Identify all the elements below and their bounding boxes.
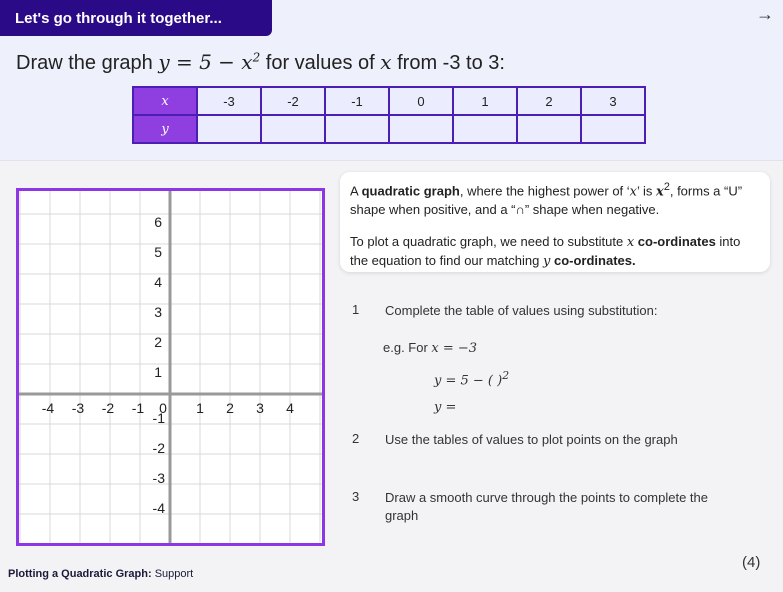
y-tick-label: -3	[152, 470, 165, 486]
y-tick-label: 2	[154, 334, 162, 350]
info-paragraph-2	[350, 233, 762, 271]
table-y-cell[interactable]	[261, 115, 325, 143]
example-line1-text: y = 5 − ( )	[434, 373, 503, 389]
y-tick-label: -1	[152, 410, 165, 426]
info-text: ’ is	[637, 183, 653, 199]
y-tick-label: 5	[154, 244, 162, 260]
table-y-cell[interactable]	[389, 115, 453, 143]
info-bold: co-ordinates.	[553, 253, 636, 269]
table-x-cell: 1	[453, 87, 517, 115]
table-y-label: y	[133, 115, 197, 143]
x-tick-label: -1	[131, 400, 145, 416]
table-y-cell[interactable]	[197, 115, 261, 143]
y-tick-label: 1	[154, 364, 162, 380]
y-tick-label: -2	[152, 440, 165, 456]
table-x-cell: 0	[389, 87, 453, 115]
question-title	[16, 50, 505, 75]
footer-normal: Support	[154, 568, 194, 580]
step-number: 3	[352, 489, 360, 504]
info-var: x	[629, 184, 638, 200]
x-tick-label: 4	[286, 400, 294, 416]
question-middle: for values of	[265, 52, 375, 74]
x-tick-label: 0	[159, 400, 167, 416]
example-equation-1	[434, 369, 509, 388]
table-y-cell[interactable]	[325, 115, 389, 143]
table-y-cell[interactable]	[517, 115, 581, 143]
info-exp: 2	[663, 181, 670, 193]
y-tick-label: 6	[154, 214, 162, 230]
info-var: x	[656, 184, 664, 200]
table-row-y	[133, 115, 645, 143]
x-tick-label: -2	[101, 400, 115, 416]
question-suffix: from -3 to 3:	[397, 52, 505, 74]
question-equation: y = 5 − x	[158, 50, 253, 74]
table-row-x	[133, 87, 645, 115]
info-text: into the equation to find our matching	[350, 234, 741, 269]
step-number: 2	[352, 431, 360, 446]
table-x-cell: -1	[325, 87, 389, 115]
x-tick-label: -4	[41, 400, 55, 416]
info-text: , forms a “U” shape when positive, and a “∩” shape when negative.	[350, 183, 743, 218]
step-text: Use the tables of values to plot points on the graph	[385, 432, 678, 447]
example-line	[383, 340, 477, 356]
x-tick-label: 1	[196, 400, 204, 416]
question-exponent: 2	[252, 50, 261, 65]
footer-bold: Plotting a Quadratic Graph:	[8, 568, 152, 580]
step-text: Complete the table of values using substitution:	[385, 303, 658, 318]
table-x-cell: 2	[517, 87, 581, 115]
info-var: x	[626, 235, 635, 251]
example-label: e.g. For	[383, 340, 428, 355]
y-tick-label: 3	[154, 304, 162, 320]
next-arrow-icon[interactable]: →	[756, 4, 774, 24]
question-prefix: Draw the graph	[16, 52, 153, 74]
x-tick-label: -3	[71, 400, 85, 416]
footer	[8, 568, 193, 580]
table-of-values	[132, 86, 646, 144]
table-x-cell: -3	[197, 87, 261, 115]
banner-title: Let's go through it together...	[15, 9, 222, 27]
example-equation-2: y =	[434, 400, 457, 415]
info-text: To plot a quadratic graph, we need to substitute	[350, 234, 624, 250]
graph-frame[interactable]	[16, 188, 325, 546]
table-x-label: x	[133, 87, 197, 115]
table-x-cell: -2	[261, 87, 325, 115]
table-y-cell[interactable]	[581, 115, 645, 143]
banner	[0, 0, 272, 36]
info-text: , where the highest power of ‘	[459, 183, 630, 199]
table-y-cell[interactable]	[453, 115, 517, 143]
marks-label: (4)	[742, 554, 761, 571]
y-tick-label: -4	[152, 500, 165, 516]
info-var: y	[542, 254, 551, 270]
info-text: A	[350, 183, 358, 199]
info-box	[340, 172, 770, 272]
step-text: Draw a smooth curve through the points to complete the graph	[385, 490, 709, 523]
table-x-cell: 3	[581, 87, 645, 115]
coordinate-grid[interactable]	[19, 191, 322, 543]
step-number: 1	[352, 302, 360, 317]
x-tick-label: 3	[256, 400, 264, 416]
info-paragraph-1	[350, 178, 762, 219]
question-variable: x	[380, 50, 392, 74]
info-bold: quadratic graph	[361, 183, 460, 199]
info-bold: co-ordinates	[637, 234, 716, 250]
example-given: x = −3	[431, 341, 478, 356]
y-tick-label: 4	[154, 274, 162, 290]
x-tick-label: 2	[226, 400, 234, 416]
example-line1-exp: 2	[502, 369, 510, 382]
